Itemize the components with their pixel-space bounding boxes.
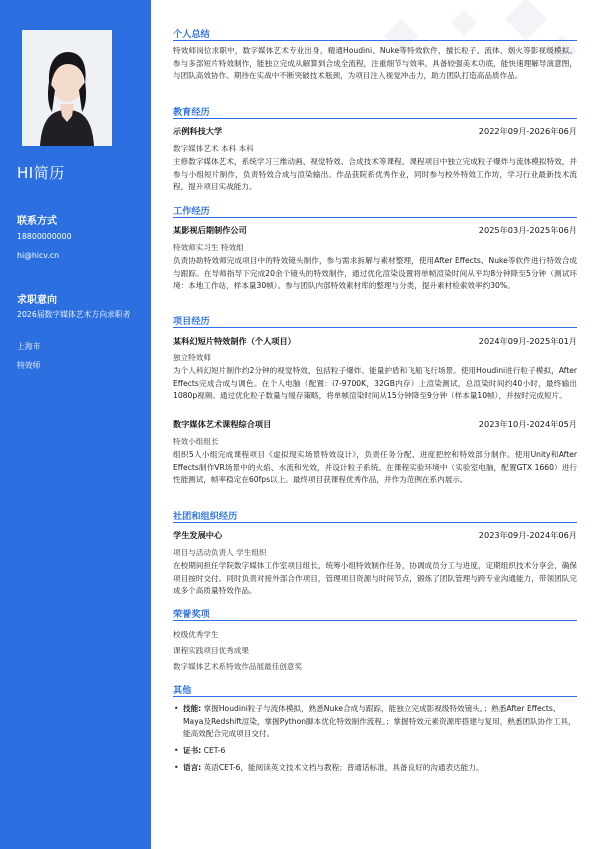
work-date: 2025年03月-2025年06月 bbox=[478, 225, 577, 235]
language-label: 语言: bbox=[183, 763, 202, 772]
skill-item bbox=[173, 703, 577, 741]
decor-diamond bbox=[505, 0, 547, 40]
activities-date: 2023年09月-2024年06月 bbox=[478, 530, 577, 540]
decor-diamond bbox=[451, 10, 476, 35]
project-date: 2024年09月-2025年01月 bbox=[478, 336, 577, 346]
intent-role: 特效师 bbox=[17, 361, 41, 370]
intent-job: 2026届数字媒体艺术方向求职者 bbox=[17, 310, 131, 319]
intent-title: 求职意向 bbox=[17, 295, 57, 306]
section-divider bbox=[173, 522, 577, 523]
project-role: 独立特效师 bbox=[173, 353, 211, 362]
work-title: 工作经历 bbox=[173, 206, 210, 217]
skill-label: 技能: bbox=[183, 704, 202, 713]
sidebar bbox=[0, 0, 151, 849]
section-divider bbox=[173, 696, 577, 697]
award-item: 课程实践项目优秀成果 bbox=[173, 646, 249, 655]
avatar-photo bbox=[22, 30, 112, 146]
award-item: 数字媒体艺术系特效作品展最佳创意奖 bbox=[173, 662, 303, 671]
education-major: 数字媒体艺术 本科 本科 bbox=[173, 144, 254, 153]
section-divider bbox=[173, 118, 577, 119]
project-role: 特效小组组长 bbox=[173, 437, 219, 446]
certificate-label: 证书: bbox=[183, 746, 202, 755]
education-desc: 主修数字媒体艺术，系统学习三维动画、视觉特效、合成技术等课程。课程项目中独立完成粒子爆炸与流体模拟特效，并参与小组短片制作，负责特效合成与渲染输出。作品获院系优秀作业，同时参与校外特效工作坊，学习行业最新技术流程，提升项目实战能力。 bbox=[173, 157, 577, 191]
project-desc: 为个人科幻短片制作约2分钟的视觉特效，包括粒子爆炸、能量护盾和飞船飞行场景。使用Houdini进行粒子模拟，After Effects完成合成与调色。在个人电脑（配置：i7-9700K，32GB内存）上渲染测试，总渲染时间约40小时，最终输出1080p视频。通过优化粒子数量与缓存策略，将单帧渲染时间从15分钟降至9分钟（样本量10帧），并按时完成短片。 bbox=[173, 366, 577, 400]
certificate-text: CET-6 bbox=[203, 746, 226, 755]
project-name: 某科幻短片特效制作（个人项目） bbox=[173, 336, 296, 346]
school-name: 示例科技大学 bbox=[173, 126, 223, 136]
award-item: 校级优秀学生 bbox=[173, 630, 219, 639]
email: hi@hicv.cn bbox=[17, 251, 60, 260]
activities-desc: 在校期间担任学院数字媒体工作室项目组长，统筹小组特效制作任务，协调成员分工与进度，定期组织技术分享会，确保项目按时交付。同时负责对接外部合作项目，管理项目资源与时间节点，锻炼了团队管理与跨专业沟通能力，带领团队完成多个高质量特效作品。 bbox=[173, 561, 577, 595]
summary-title: 个人总结 bbox=[173, 29, 210, 40]
section-divider bbox=[173, 217, 577, 218]
awards-title: 荣誉奖项 bbox=[173, 609, 210, 620]
language-text: 英语CET-6，能阅读英文技术文档与教程；普通话标准，具备良好的沟通表达能力。 bbox=[203, 763, 484, 772]
education-date: 2022年09月-2026年06月 bbox=[478, 126, 577, 136]
org-name: 学生发展中心 bbox=[173, 530, 223, 540]
project-date: 2023年10月-2024年05月 bbox=[478, 419, 577, 429]
resume-name: HI简历 bbox=[17, 164, 65, 182]
phone: 18800000000 bbox=[17, 232, 72, 241]
summary-text: 特效师岗位求职中，数字媒体艺术专业出身，精通Houdini、Nuke等特效软件，擅长粒子、流体、烟火等影视级模拟。参与多部短片特效制作，能独立完成从解算到合成全流程，注重细节与效率。具备较强美术功底，能快速理解导演意图，与团队高效协作。期待在实战中不断突破技术瓶颈，为项目注入视觉冲击力，助力团队打造高品质作品。 bbox=[173, 46, 577, 80]
skill-text: 掌握Houdini粒子与流体模拟，熟悉Nuke合成与跟踪，能独立完成影视级特效镜头。；熟悉After Effects、Maya及Redshift渲染，掌握Python脚本优化特效制作流程。；掌握特效元素资源库搭建与复用，熟悉团队协作工具，能高效配合完成项目交付。 bbox=[183, 704, 576, 738]
work-desc: 负责协助特效师完成项目中的特效镜头制作，参与需求拆解与素材整理，使用After Effects、Nuke等软件进行特效合成与跟踪。在导师指导下完成20余个镜头的特效制作，通过优化渲染设置将单帧渲染时间从平均8分钟降至5分钟（测试环境：本地工作站，样本量30帧）。参与团队内部特效素材库的整理与分类，提升素材检索效率约30%。 bbox=[173, 256, 577, 290]
project-desc: 组织5人小组完成课程项目《虚拟现实场景特效设计》，负责任务分配、进度把控和特效部分制作。使用Unity和After Effects制作VR场景中的火焰、水流和光效，并设计粒子系统。在课程实验环境中（实验室电脑，配置GTX 1660）进行性能测试，帧率稳定在60fps以上。最终项目获课程优秀作品，并作为范例在系内展示。 bbox=[173, 450, 577, 484]
certificate-item bbox=[173, 745, 577, 758]
intent-city: 上海市 bbox=[17, 342, 41, 351]
others-title: 其他 bbox=[173, 685, 192, 696]
company-name: 某影视后期制作公司 bbox=[173, 225, 247, 235]
language-item bbox=[173, 762, 577, 775]
contact-title: 联系方式 bbox=[17, 216, 57, 227]
section-divider bbox=[173, 40, 577, 41]
activities-title: 社团和组织经历 bbox=[173, 511, 238, 522]
avatar bbox=[22, 30, 112, 146]
work-role: 特效师实习生 特效组 bbox=[173, 243, 244, 252]
education-title: 教育经历 bbox=[173, 107, 210, 118]
section-divider bbox=[173, 327, 577, 328]
section-divider bbox=[173, 620, 577, 621]
projects-title: 项目经历 bbox=[173, 316, 210, 327]
project-name: 数字媒体艺术课程综合项目 bbox=[173, 419, 272, 429]
main-content bbox=[151, 0, 600, 849]
activities-role: 项目与活动负责人 学生组织 bbox=[173, 548, 267, 557]
